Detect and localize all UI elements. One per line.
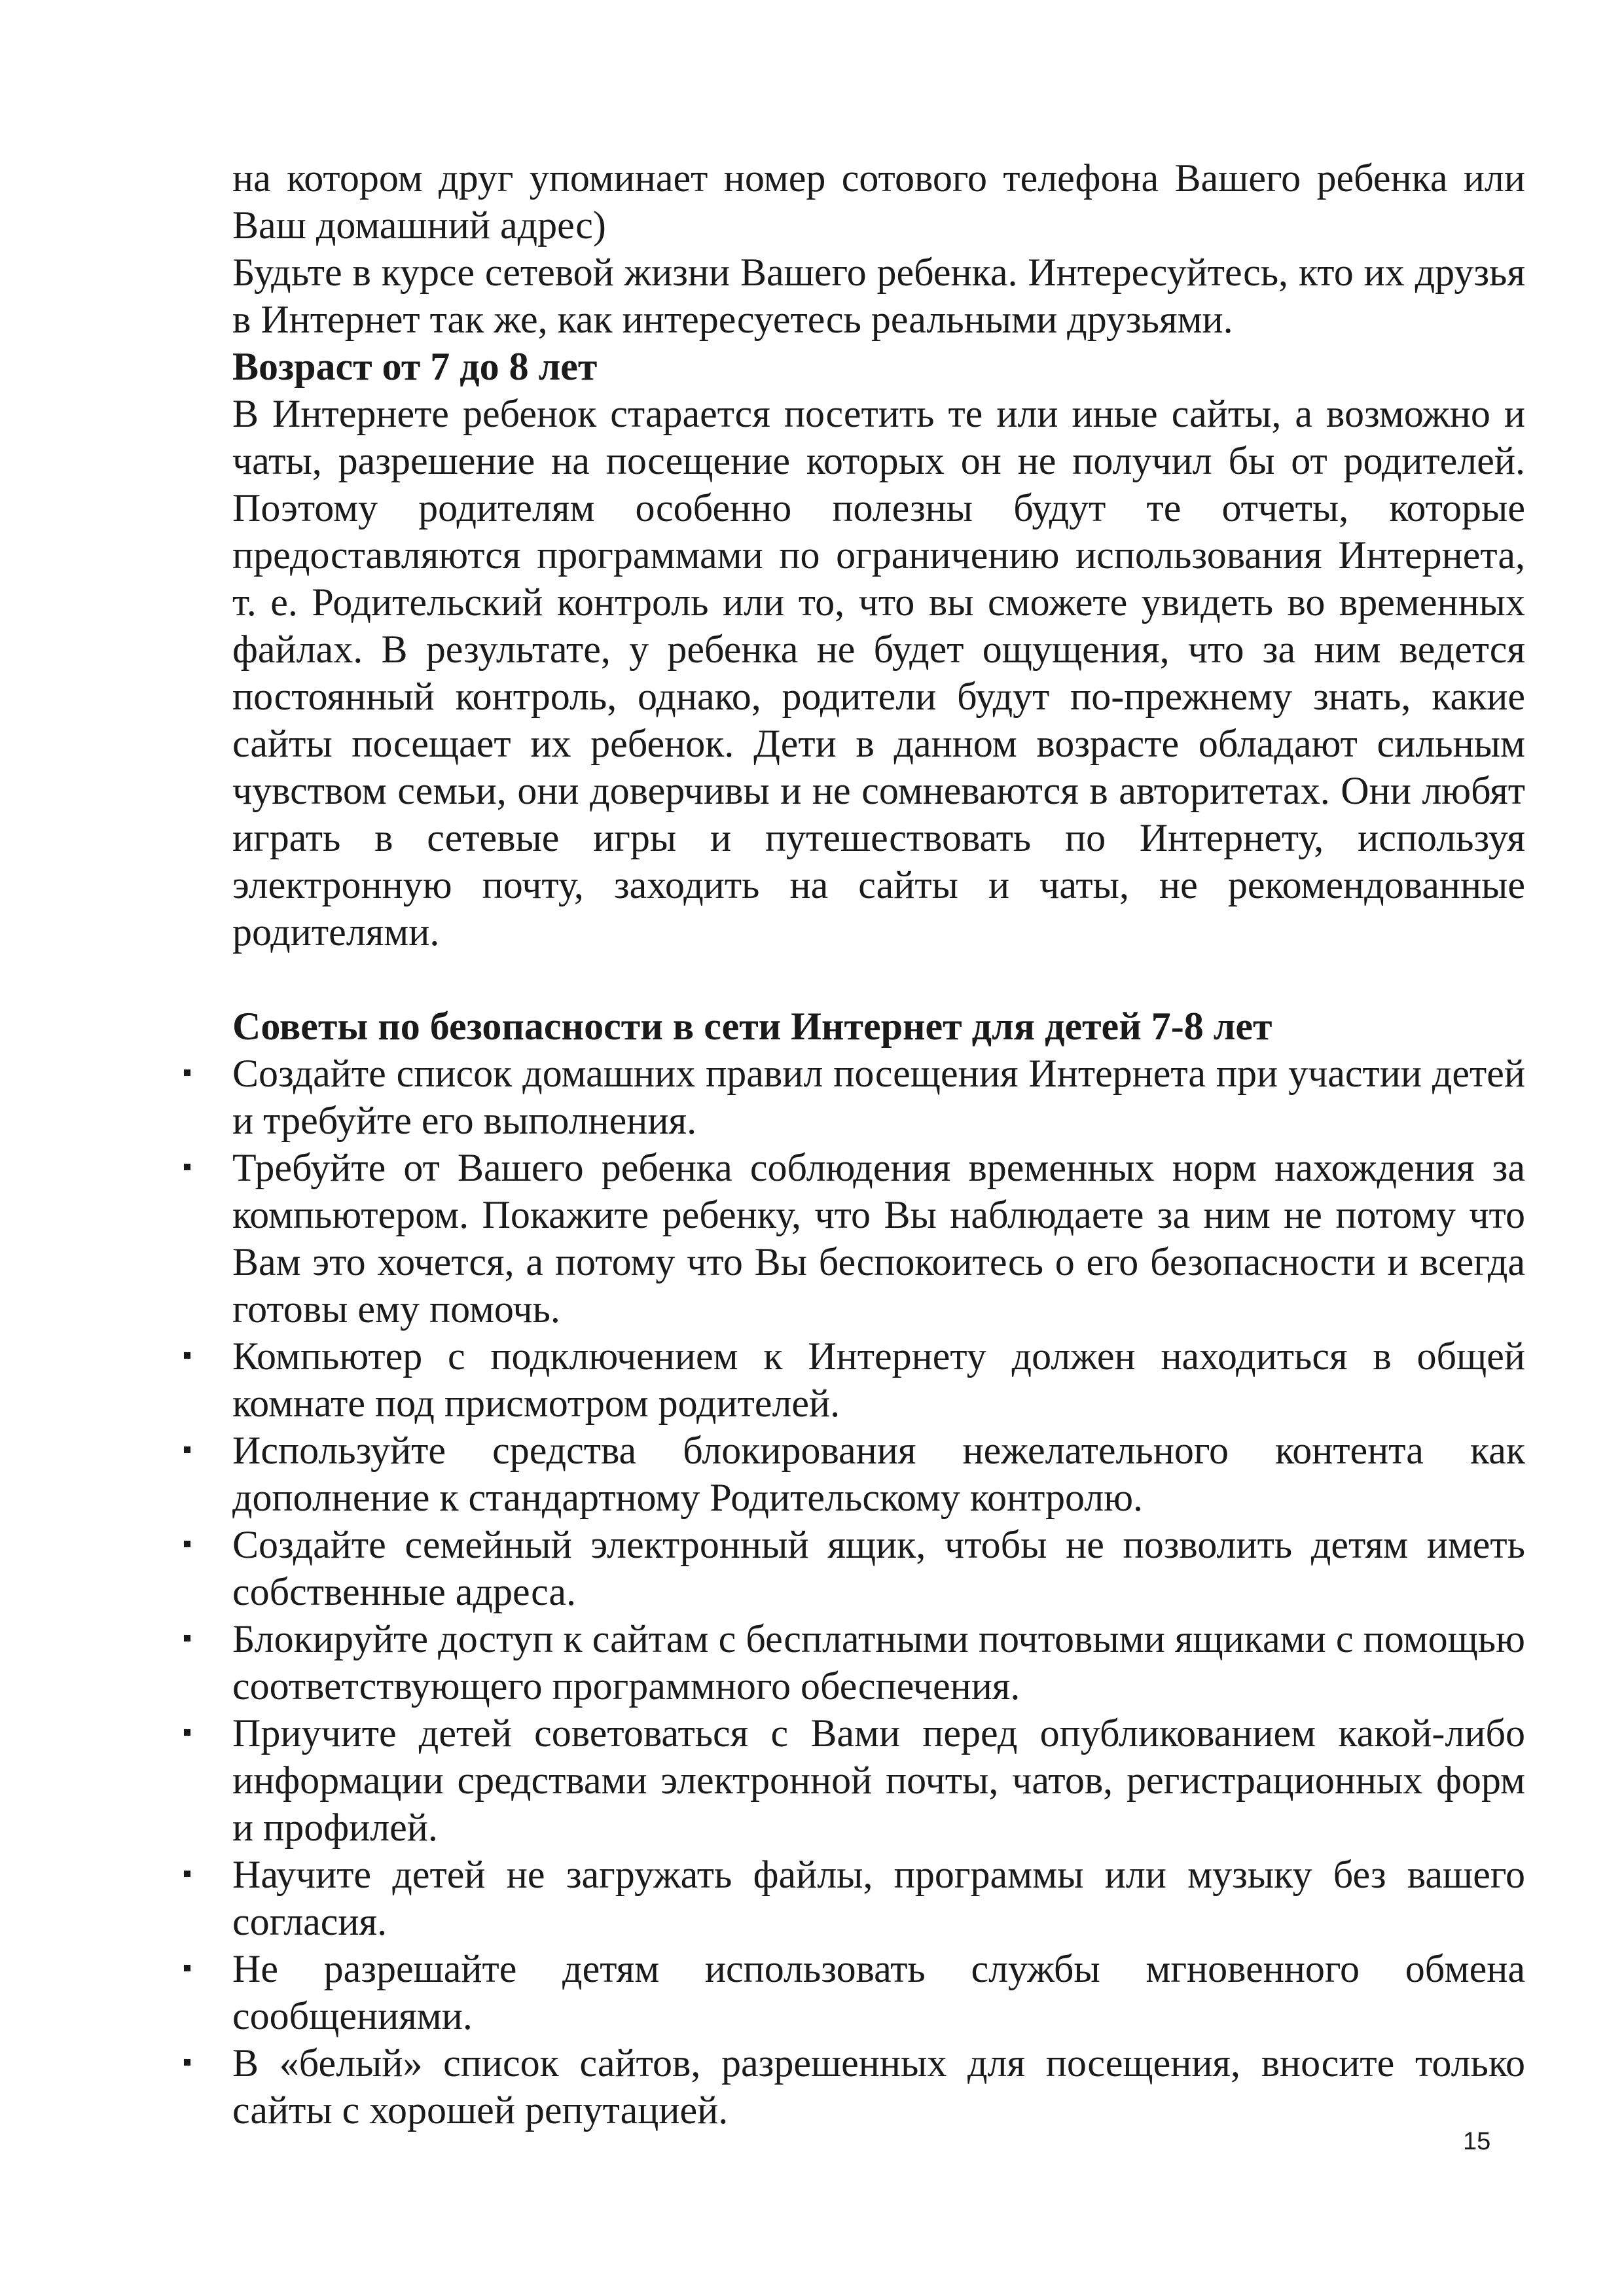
bullet-square-icon	[184, 1635, 190, 1641]
bullet-square-icon	[184, 1069, 190, 1076]
tips-heading: Советы по безопасности в сети Интернет для детей 7-8 лет	[232, 1005, 1272, 1048]
list-item	[232, 1144, 1525, 1333]
bullet-square-icon	[184, 1965, 190, 1971]
tip-text: Не разрешайте детям использовать службы мгновенного обмена сообщениями.	[232, 1947, 1525, 2037]
bullet-square-icon	[184, 1871, 190, 1877]
tip-text: Блокируйте доступ к сайтам с бесплатными почтовыми ящиками с помощью соответствующего программного обеспечения.	[232, 1617, 1525, 1708]
tip-text: Требуйте от Вашего ребенка соблюдения временных норм нахождения за компьютером. Покажите ребенку, что Вы наблюдаете за ним не потому что Вам это хочется, а потому что Вы беспокоитесь о его безопасности и всегда готовы ему помочь.	[232, 1146, 1525, 1331]
list-item	[232, 1710, 1525, 1851]
age-paragraph: В Интернете ребенок старается посетить те или иные сайты, а возможно и чаты, разрешение на посещение которых он не получил бы от родителей. Поэтому родителям особенно полезны будут те отчеты, которые предоставляются программами по ограничению использования Интернета, т. е. Родительский контроль или то, что вы сможете увидеть во временных файлах. В результате, у ребенка не будет ощущения, что за ним ведется постоянный контроль, однако, родители будут по-прежнему знать, какие сайты посещает их ребенок. Дети в данном возрасте обладают сильным чувством семьи, они доверчивы и не сомневаются в авторитетах. Они любят играть в сетевые игры и путешествовать по Интернету, используя электронную почту, заходить на сайты и чаты, не рекомендованные родителями.	[232, 392, 1525, 954]
tips-list	[232, 1050, 1525, 2134]
list-item	[232, 1050, 1525, 1144]
tip-text: В «белый» список сайтов, разрешенных для посещения, вносите только сайты с хорошей репутацией.	[232, 2041, 1525, 2132]
bullet-square-icon	[184, 1164, 190, 1170]
bullet-square-icon	[184, 2059, 190, 2066]
list-item	[232, 1427, 1525, 1521]
list-item	[232, 1851, 1525, 1945]
paragraph-continued: на котором друг упоминает номер сотового телефона Вашего ребенка или Ваш домашний адрес)	[232, 156, 1525, 247]
age-heading: Возраст от 7 до 8 лет	[232, 345, 598, 388]
bullet-square-icon	[184, 1729, 190, 1736]
list-item	[232, 1333, 1525, 1427]
tip-text: Приучите детей советоваться с Вами перед опубликованием какой-либо информации средствами электронной почты, чатов, регистрационных форм и профилей.	[232, 1712, 1525, 1849]
paragraph-awareness: Будьте в курсе сетевой жизни Вашего ребенка. Интересуйтесь, кто их друзья в Интернет так же, как интересуетесь реальными друзьями.	[232, 251, 1525, 341]
list-item	[232, 1521, 1525, 1615]
section-spacer	[232, 956, 1525, 1003]
list-item	[232, 2039, 1525, 2134]
page-number: 15	[1463, 2128, 1491, 2155]
list-item	[232, 1945, 1525, 2039]
bullet-square-icon	[184, 1352, 190, 1359]
tip-text: Создайте список домашних правил посещения Интернета при участии детей и требуйте его выполнения.	[232, 1052, 1525, 1142]
tip-text: Используйте средства блокирования нежелательного контента как дополнение к стандартному Родительскому контролю.	[232, 1429, 1525, 1519]
bullet-square-icon	[184, 1446, 190, 1453]
bullet-square-icon	[184, 1541, 190, 1547]
tip-text: Компьютер с подключением к Интернету должен находиться в общей комнате под присмотром родителей.	[232, 1335, 1525, 1425]
list-item	[232, 1615, 1525, 1710]
tip-text: Научите детей не загружать файлы, программы или музыку без вашего согласия.	[232, 1853, 1525, 1943]
tip-text: Создайте семейный электронный ящик, чтобы не позволить детям иметь собственные адреса.	[232, 1523, 1525, 1613]
page-body	[232, 154, 1525, 2134]
